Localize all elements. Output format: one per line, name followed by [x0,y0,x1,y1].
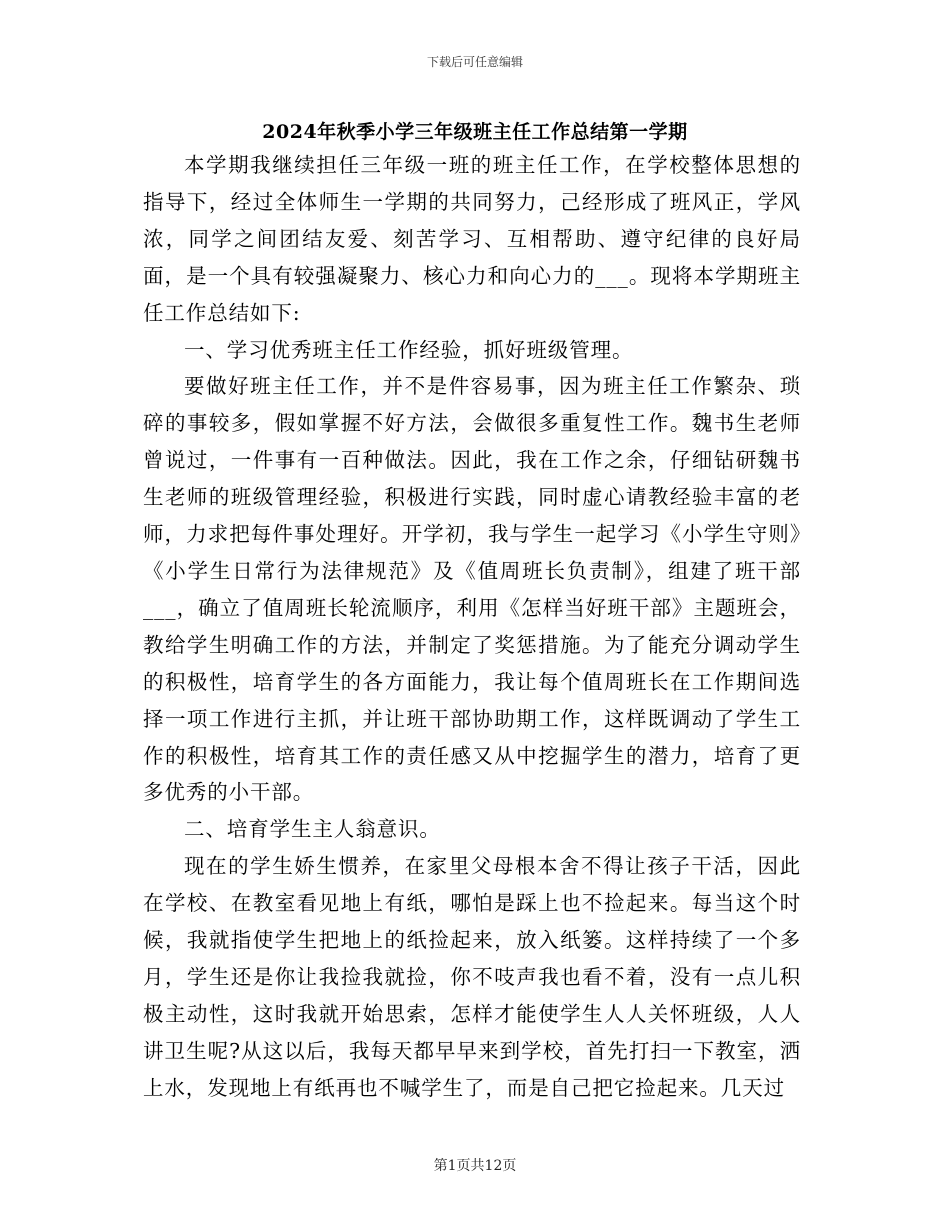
page-number: 第1页共12页 [433,1158,517,1174]
header-note: 下载后可任意编辑 [426,55,523,69]
document-title: 2024年秋季小学三年级班主任工作总结第一学期 [262,121,688,143]
document-body [143,147,801,1107]
section-heading-1: 一、学习优秀班主任工作经验，抓好班级管理。 [184,337,634,362]
paragraph-intro: 本学期我继续担任三年级一班的班主任工作，在学校整体思想的指导下，经过全体师生一学期的共同努力，己经形成了班风正，学风浓，同学之间团结友爱、刻苦学习、互相帮助、遵守纪律的良好局面，是一个具有较强凝聚力、核心力和向心力的___。现将本学期班主任工作总结如下: [143,153,801,325]
paragraph-ownership: 现在的学生娇生惯养，在家里父母根本舍不得让孩子干活，因此在学校、在教室看见地上有纸，哪怕是踩上也不捡起来。每当这个时候，我就指使学生把地上的纸捡起来，放入纸篓。这样持续了一个多月，学生还是你让我捡我就捡，你不吱声我也看不着，没有一点儿积极主动性，这时我就开始思索，怎样才能使学生人人关怀班级，人人讲卫生呢?从这以后，我每天都早早来到学校，首先打扫一下教室，洒上水，发现地上有纸再也不喊学生了，而是自己把它捡起来。几天过 [143,854,801,1100]
section-heading-2: 二、培育学生主人翁意识。 [184,817,441,842]
paragraph-class-management: 要做好班主任工作，并不是件容易事，因为班主任工作繁杂、琐碎的事较多，假如掌握不好方法，会做很多重复性工作。魏书生老师曾说过，一件事有一百种做法。因此，我在工作之余，仔细钻研魏书生老师的班级管理经验，积极进行实践，同时虚心请教经验丰富的老师，力求把每件事处理好。开学初，我与学生一起学习《小学生守则》《小学生日常行为法律规范》及《值周班长负责制》，组建了班干部___，确立了值周班长轮流顺序，利用《怎样当好班干部》主题班会，教给学生明确工作的方法，并制定了奖惩措施。为了能充分调动学生的积极性，培育学生的各方面能力，我让每个值周班长在工作期间选择一项工作进行主抓，并让班干部协助期工作，这样既调动了学生工作的积极性，培育其工作的责任感又从中挖掘学生的潜力，培育了更多优秀的小干部。 [143,374,801,805]
